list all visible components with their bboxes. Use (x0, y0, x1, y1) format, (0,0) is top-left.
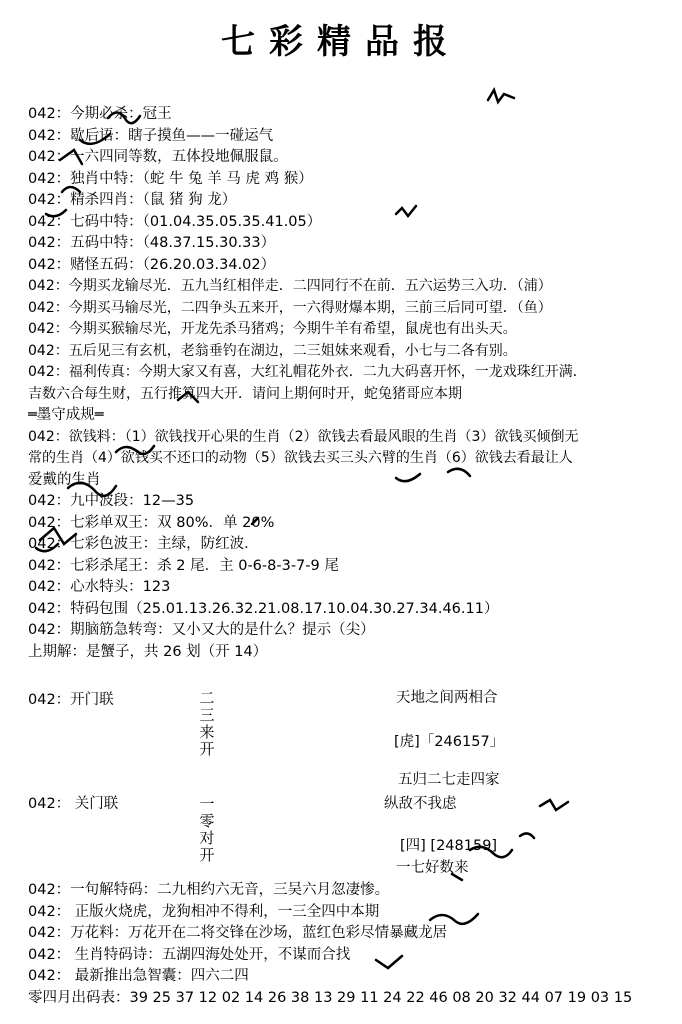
text-line: 042： 生肖特码诗：五湖四海处处开，不谋而合找 (28, 946, 351, 963)
section-heading: ═墨守成规═ (28, 407, 104, 423)
text-line: 042：九中波段：12—35 (28, 493, 195, 509)
text-line: 042：期脑筋急转弯：又小又大的是什么？提示（尖） (28, 622, 375, 638)
text-line: 042：欲钱料：（1）欲钱找开心果的生肖（2）欲钱去看最风眼的生肖（3）欲钱买倾倒无 (28, 428, 579, 445)
text-line: 042：七彩单双王：双 80%．单 20% (28, 514, 275, 531)
couplet1-right1: 天地之间两相合 (396, 690, 498, 706)
text-line: 042：今期买猴输尽光，开龙先杀马猪鸡；今期牛羊有希望，鼠虎也有出头天。 (28, 321, 517, 337)
text-line: 042：福利传真：今期大家又有喜，大红礼帽花外衣．二九大码喜开怀，一龙戏珠红开满． (28, 364, 587, 380)
text-line: 042： 正版火烧虎，龙狗相冲不得利，一三全四中本期 (28, 903, 380, 920)
text-line: 042：今期必杀：冠王 (28, 106, 172, 122)
text-line: 042：七码中特：（01.04.35.05.35.41.05） (28, 213, 322, 230)
text-line: 042：一句解特码：二九相约六无音，三吴六月忽凄惨。 (28, 882, 390, 898)
couplet1-right3: 五归二七走四家 (398, 772, 500, 788)
couplet1-right2: [虎]「246157」 (394, 734, 505, 750)
text-line: 042：独肖中特：（蛇 牛 兔 羊 马 虎 鸡 猴） (28, 170, 313, 187)
text-line: 爱戴的生肖 (28, 471, 101, 488)
text-line: 042：赌怪五码：（26.20.03.34.02） (28, 256, 276, 273)
couplet2-right3: 一七好数来 (396, 860, 469, 876)
couplet2-vertical: 一零对开 (199, 795, 215, 864)
text-line: 042：五后见三有玄机，老翁垂钓在湖边，二三姐妹来观看，小七与二各有别。 (28, 342, 517, 359)
couplet1-label: 042：开门联 (28, 692, 114, 708)
text-line: 042：今期买龙输尽光．五九当红相伴走．二四同行不在前．五六运势三入功．（浦） (28, 278, 552, 294)
couplet2-right2: [四] [248159] (400, 838, 498, 854)
text-line: 042：万花料：万花开在二将交锋在沙场，蓝红色彩尽情暴藏龙居 (28, 925, 448, 941)
couplet1-vertical: 二三来开 (199, 689, 215, 758)
text-line: 吉数六合每生财，五行推算四大开．请问上期何时开，蛇兔猪哥应本期 (28, 385, 462, 402)
text-line: 042：特码包围（25.01.13.26.32.21.08.17.10.04.30.27.34.46.11） (28, 600, 499, 617)
text-line: 042：七彩色波王：主绿，防红波． (28, 536, 259, 552)
text-line: 042：心水特头：123 (28, 579, 171, 595)
text-line: 042： 最新推出急智囊：四六二四 (28, 968, 249, 984)
text-line: 042：五码中特：（48.37.15.30.33） (28, 235, 276, 251)
text-line: 042：一六四同等数，五体投地佩服鼠。 (28, 149, 288, 165)
text-line: 042：歇后语：瞎子摸鱼——一碰运气 (28, 127, 274, 144)
text-line: 042：精杀四肖：（鼠 猪 狗 龙） (28, 192, 237, 208)
text-line: 常的生肖（4）欲钱买不还口的动物（5）欲钱去买三头六臂的生肖（6）欲钱去看最让人 (28, 450, 573, 466)
text-line: 042：今期买马输尽光，二四争头五来开，一六得财爆本期，三前三后同可望．（鱼） (28, 299, 552, 316)
couplet2-label: 042： 关门联 (28, 796, 119, 812)
monthly-numbers: 零四月出码表：39 25 37 12 02 14 26 38 13 29 11 24 22 46 08 20 32 44 07 19 03 15 (28, 990, 633, 1006)
page-title: 七彩精品报 (221, 22, 461, 62)
couplet2-right1: 纵敌不我虑 (384, 796, 457, 812)
text-line: 042：七彩杀尾王：杀 2 尾．主 0-6-8-3-7-9 尾 (28, 557, 339, 574)
text-line: 上期解：是蟹子，共 26 划（开 14） (28, 643, 268, 660)
